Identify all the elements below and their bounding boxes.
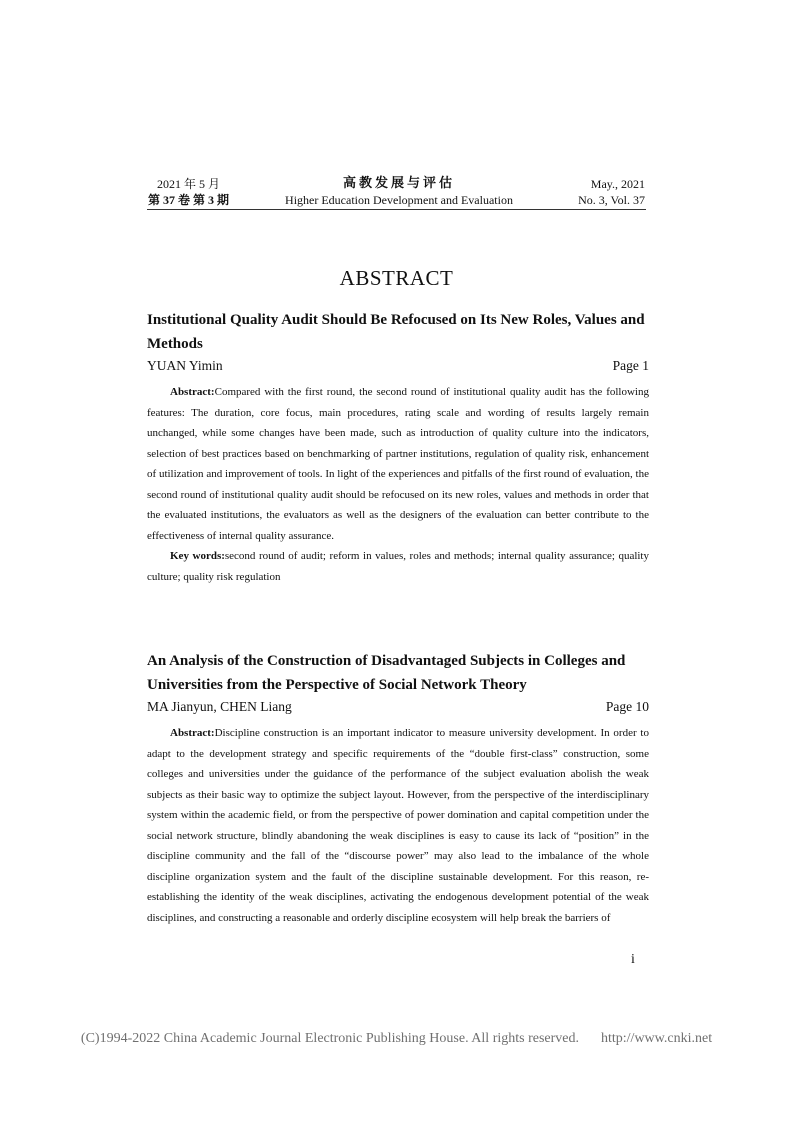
article-authors: MA Jianyun, CHEN Liang xyxy=(147,699,292,714)
page-number: i xyxy=(631,952,635,967)
abstract-label: Abstract: xyxy=(170,386,215,398)
article-title: Institutional Quality Audit Should Be Refocused on Its New Roles, Values and Methods xyxy=(147,312,645,352)
header-issue-date xyxy=(148,176,229,208)
abstract-text: Discipline construction is an important indicator to measure university development. In order to adapt to the development strategy and specific requirements of the “double first-class” construction, some colleges and universities under the guidance of the performance of the subject evaluation abolish the weak subjects as their basic way to optimize the subject layout. However, from the perspective of the interdisciplinary system within the academic field, or from the perspective of power domination and capital competition under the social network structure, blindly abandoning the weak disciplines is easy to cause its lack of “position” in the discipline community and the fall of the “discourse power” may also lead to the imbalance of the whole discipline organization system and the fault of the discipline sustainable development. For this reason, re-establishing the identity of the weak disciplines, activating the endogenous development potential of the weak disciplines, and constructing a reasonable and orderly discipline ecosystem will help break the barriers of xyxy=(147,727,649,924)
header-volume-english: No. 3, Vol. 37 xyxy=(578,193,645,207)
article-meta xyxy=(147,356,649,376)
header-date-english: May., 2021 xyxy=(590,177,645,191)
footer xyxy=(0,1031,793,1047)
header-rule xyxy=(147,209,646,210)
header-date: 2021 年 5 月 xyxy=(157,177,221,191)
journal-title-chinese: 高教发展与评估 xyxy=(342,176,455,191)
header-issue-english xyxy=(578,176,645,208)
journal-title-english: Higher Education Development and Evaluation xyxy=(285,193,513,207)
abstract-text: Compared with the first round, the second round of institutional quality audit has the following features: The duration, core focus, main procedures, rating scale and wording of results largely remain unchanged, while some changes have been made, such as introduction of quality culture into the indicators, selection of best practices based on benchmarking of partner institutions, regulation of quality risk, enhancement of utilization and improvement of tools. In light of the experiences and pitfalls of the first round of evaluation, the second round of institutional quality audit should be refocused on its new roles, values and methods in order that the evaluated institutions, the evaluators as well as the designers of the evaluation can better contribute to the effectiveness of internal quality assurance. xyxy=(147,386,649,542)
copyright-notice: (C)1994-2022 China Academic Journal Electronic Publishing House. All rights reserved. xyxy=(80,1031,579,1046)
article-abstract xyxy=(147,382,649,546)
journal-title xyxy=(250,176,548,208)
abstract-label: Abstract: xyxy=(170,727,215,739)
footer-url[interactable]: http://www.cnki.net xyxy=(601,1031,713,1046)
article-page: Page 1 xyxy=(612,358,649,373)
article-authors: YUAN Yimin xyxy=(147,358,223,373)
article-title: An Analysis of the Construction of Disadvantaged Subjects in Colleges and Universities from the Perspective of Social Network Theory xyxy=(147,653,626,693)
article-keywords xyxy=(147,546,649,587)
article-1 xyxy=(147,308,649,587)
article-2 xyxy=(147,649,649,928)
section-heading: ABSTRACT xyxy=(339,266,454,290)
article-meta xyxy=(147,697,649,717)
header-volume: 第 37 卷 第 3 期 xyxy=(148,193,230,207)
article-abstract xyxy=(147,723,649,928)
keywords-label: Key words: xyxy=(170,550,225,562)
article-page: Page 10 xyxy=(605,699,649,714)
keywords-text: second round of audit; reform in values, roles and methods; internal quality assurance; quality culture; quality risk regulation xyxy=(147,550,649,583)
